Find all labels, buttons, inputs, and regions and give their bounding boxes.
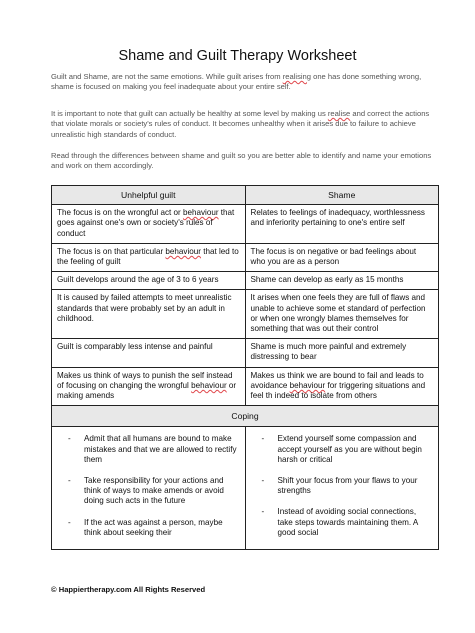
list-item: - Take responsibility for your actions and think of ways to make amends or avoid doing such acts in the future — [66, 476, 237, 507]
shame-cell: Relates to feelings of inadequacy, worthlessness and inferiority pertaining to one's entire self — [245, 205, 439, 244]
copyright-footer: © Happiertherapy.com All Rights Reserved — [51, 585, 206, 594]
guilt-cell: Makes us think of ways to punish the self instead of focusing on changing the wrongful behaviour or making amends — [52, 367, 246, 406]
shame-cell: Shame can develop as early as 15 months — [245, 272, 439, 290]
spelling-flag: behaviour — [191, 380, 227, 390]
comparison-table — [51, 185, 439, 550]
spelling-flag: realising — [282, 72, 311, 81]
table-header-row — [52, 186, 439, 205]
coping-guilt-list — [66, 434, 237, 538]
list-item: - Shift your focus from your flaws to your strengths — [260, 476, 431, 496]
guilt-cell: It is caused by failed attempts to meet unrealistic standards that were probably set by an adult in childhood. — [52, 290, 246, 339]
spelling-flag: behaviour — [289, 380, 326, 390]
shame-cell: The focus is on negative or bad feelings about who you are as a person — [245, 243, 439, 271]
shame-cell: Makes us think we are bound to fail and leads to avoidance behaviour for triggering situations and feel th indeed to isolate from others — [245, 367, 439, 406]
table-row — [52, 243, 439, 271]
coping-shame-cell — [245, 427, 439, 550]
guilt-cell: Guilt develops around the age of 3 to 6 years — [52, 272, 246, 290]
list-item: - Extend yourself some compassion and accept yourself as you are without begin harsh or critical — [260, 434, 431, 465]
page-title: Shame and Guilt Therapy Worksheet — [118, 48, 357, 64]
guilt-cell: The focus is on that particular behaviour that led to the feeling of guilt — [52, 243, 246, 271]
coping-guilt-cell — [52, 427, 246, 550]
coping-header-row — [52, 406, 439, 427]
shame-cell: Shame is much more painful and extremely distressing to bear — [245, 339, 439, 367]
coping-shame-list — [260, 434, 431, 538]
guilt-cell: The focus is on the wrongful act or behaviour that goes against one's own or society's rules of conduct — [52, 205, 246, 244]
coping-header: Coping — [52, 406, 439, 427]
spelling-flag: behaviour — [165, 246, 201, 256]
column-header-guilt: Unhelpful guilt — [52, 186, 246, 205]
intro-paragraph-2: It is important to note that guilt can actually be healthy at some level by making us realise and correct the actions that violate morals or society's rules of conduct. It becomes unhealthy when it arises due to failure to achieve unrealistic high standards of conduct. — [51, 109, 430, 139]
table-row — [52, 205, 439, 244]
table-row — [52, 290, 439, 339]
intro-paragraph-3: Read through the differences between shame and guilt so you are better able to identify and name your emotions and work on them accordingly. — [51, 151, 432, 171]
table-row — [52, 367, 439, 406]
intro-paragraph-1: Guilt and Shame, are not the same emotions. While guilt arises from realising one has done something wrong, shame is focused on making you feel inadequate about your entire self. — [51, 72, 422, 92]
list-item: - Instead of avoiding social connections, take steps towards maintaining them. A good social — [260, 507, 431, 538]
column-header-shame: Shame — [245, 186, 439, 205]
guilt-cell: Guilt is comparably less intense and painful — [52, 339, 246, 367]
list-item: - If the act was against a person, maybe think about seeking their — [66, 518, 237, 538]
table-row — [52, 272, 439, 290]
coping-row — [52, 427, 439, 550]
list-item: - Admit that all humans are bound to make mistakes and that we are allowed to rectify them — [66, 434, 237, 465]
spelling-flag: realise — [327, 109, 351, 118]
table-row — [52, 339, 439, 367]
shame-cell: It arises when one feels they are full of flaws and unable to achieve some et standard of perfection or when one wrongly blames themselves for something that was out their control — [245, 290, 439, 339]
spelling-flag: behaviour — [182, 208, 219, 218]
